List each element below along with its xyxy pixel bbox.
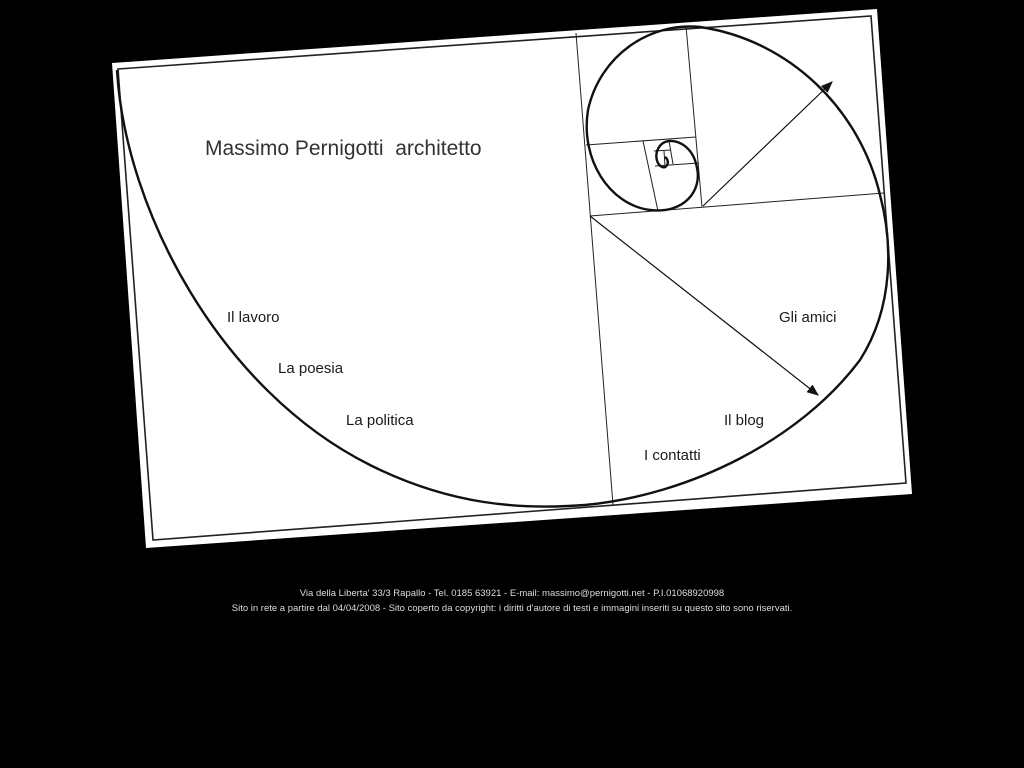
nav-link-lavoro[interactable]: Il lavoro	[227, 309, 280, 326]
nav-link-politica[interactable]: La politica	[346, 412, 414, 429]
nav-link-blog[interactable]: Il blog	[724, 412, 765, 429]
footer-address-suffix: - P.I.01068920998	[644, 588, 725, 599]
nav-link-poesia[interactable]: La poesia	[278, 360, 344, 377]
footer-copyright: Sito in rete a partire dal 04/04/2008 - Sito coperto da copyright: i diritti d'autore di testi e immagini inseriti su questo sito sono riservati.	[231, 603, 793, 614]
nav-link-contatti[interactable]: I contatti	[644, 447, 701, 464]
footer-address-prefix: Via della Liberta' 33/3 Rapallo - Tel. 0185 63921 - E-mail:	[299, 588, 543, 599]
page-title: Massimo Pernigotti architetto	[205, 137, 482, 160]
nav-link-amici[interactable]: Gli amici	[779, 309, 837, 326]
footer	[0, 586, 1024, 616]
card-background	[112, 9, 912, 548]
footer-address	[0, 586, 1024, 601]
footer-email-link[interactable]: massimo@pernigotti.net	[542, 588, 645, 599]
